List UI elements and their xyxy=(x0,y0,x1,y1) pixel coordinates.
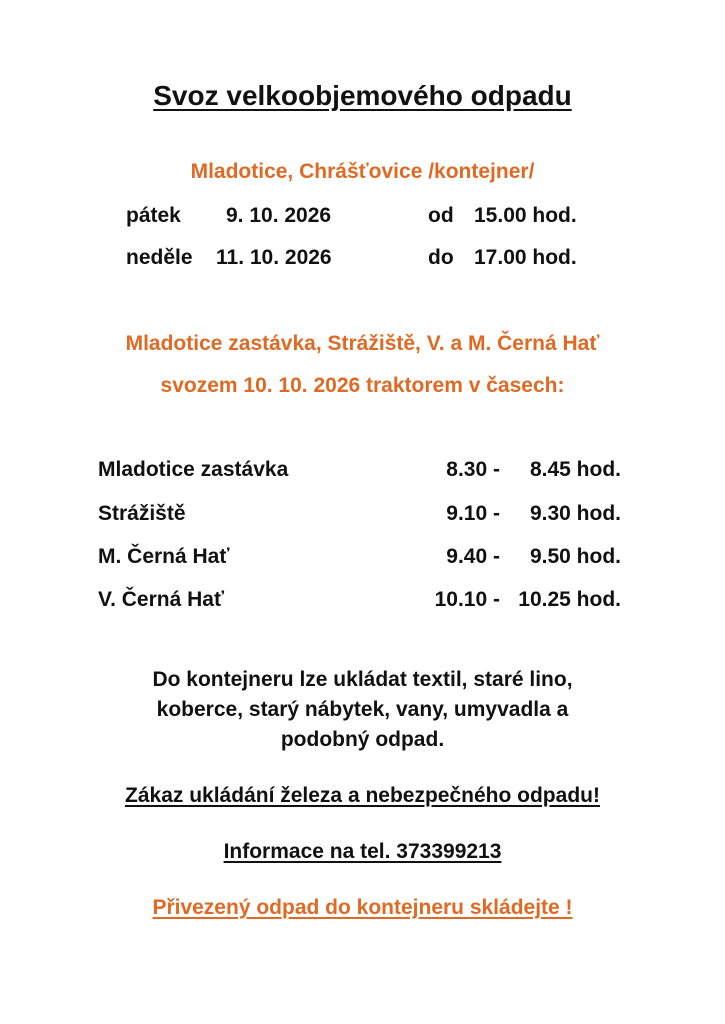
stop3-to: 9.50 hod. xyxy=(529,545,621,568)
row2-day: neděle xyxy=(126,246,193,269)
stop3-from: 9.40 - xyxy=(446,545,500,568)
stop4-from: 10.10 - xyxy=(434,588,500,611)
row2-time: 17.00 hod. xyxy=(474,246,577,269)
stop1-from: 8.30 - xyxy=(446,458,500,481)
row1-label: od xyxy=(428,204,454,227)
row2-date: 11. 10. 2026 xyxy=(216,246,332,269)
info-line1: Do kontejneru lze ukládat textil, staré lino, xyxy=(152,668,573,691)
section2-heading-line1: Mladotice zastávka, Strážiště, V. a M. Černá Hať xyxy=(125,332,600,355)
stop2-to: 9.30 hod. xyxy=(529,502,621,525)
section1-heading: Mladotice, Chrášťovice /kontejner/ xyxy=(190,160,535,183)
stop1-to: 8.45 hod. xyxy=(529,458,621,481)
page-title: Svoz velkoobjemového odpadu xyxy=(153,80,572,111)
warning-text: Zákaz ukládání železa a nebezpečného odpadu! xyxy=(125,784,600,807)
row1-date: 9. 10. 2026 xyxy=(226,204,332,227)
stop2-from: 9.10 - xyxy=(446,502,500,525)
info-paragraph xyxy=(0,665,725,755)
info-line2: koberce, starý nábytek, vany, umyvadla a xyxy=(156,698,569,721)
stop4-to: 10.25 hod. xyxy=(518,588,621,611)
info-line3: podobný odpad. xyxy=(280,728,445,751)
stop1-place: Mladotice zastávka xyxy=(98,458,289,481)
contact-text: Informace na tel. 373399213 xyxy=(223,840,502,863)
row1-time: 15.00 hod. xyxy=(474,204,577,227)
row2-label: do xyxy=(428,246,454,269)
stop3-place: M. Černá Hať xyxy=(98,545,230,568)
footer-note: Přivezený odpad do kontejneru skládejte ! xyxy=(152,896,573,919)
row1-day: pátek xyxy=(126,204,181,227)
stop4-place: V. Černá Hať xyxy=(98,588,225,611)
stop2-place: Strážiště xyxy=(98,502,186,525)
section2-heading-line2: svozem 10. 10. 2026 traktorem v časech: xyxy=(160,374,565,397)
